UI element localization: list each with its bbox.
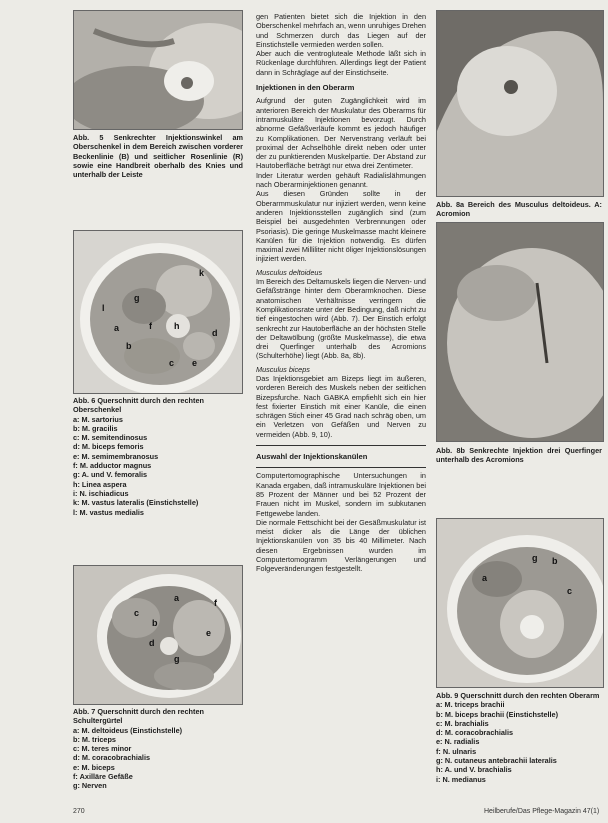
fig6-label-l: l	[102, 303, 105, 313]
fig7-item: g: Nerven	[73, 781, 107, 791]
fig7-label-b: b	[152, 618, 158, 628]
fig9-label-b: b	[552, 556, 558, 566]
body-paragraph: Computertomographische Untersuchungen in Kanada ergaben, daß intramuskuläre Injektionen bei 85 Prozent der Männer und bei 52 Prozent der Frauen nicht im Muskel, sondern im subkutanen Fettgewebe landen.	[256, 471, 426, 518]
fig7-item: c: M. teres minor	[73, 744, 132, 754]
figure-7-caption-head: Abb. 7 Querschnitt durch den rechten Schultergürtel	[73, 707, 204, 726]
fig9-item: a: M. triceps brachii	[436, 700, 505, 710]
fig7-label-a: a	[174, 593, 180, 603]
fig6-item: a: M. sartorius	[73, 414, 123, 424]
fig7-label-d: d	[149, 638, 155, 648]
fig7-item: a: M. deltoideus (Einstichstelle)	[73, 725, 183, 735]
figure-5-illustration	[74, 11, 242, 129]
fig6-item: k: M. vastus lateralis (Einstichstelle)	[73, 498, 199, 508]
section-divider	[256, 445, 426, 446]
fig7-item: f: Axilläre Gefäße	[73, 772, 133, 782]
fig6-item: h: Linea aspera	[73, 479, 127, 489]
section-heading-oberarm: Injektionen in den Oberarm	[256, 83, 355, 93]
fig9-label-g: g	[532, 553, 538, 563]
body-paragraph: Die normale Fettschicht bei der Gesäßmuskulatur ist meist dicker als die Länge der üblichen Injektionskanülen von 35 bis 40 Millimeter. Nach diesen Ergebnissen wurden im Computertomogramm Verlängerungen und Folgeveränderungen festgestellt.	[256, 517, 426, 574]
fig6-label-f: f	[149, 321, 152, 331]
fig6-label-h: h	[174, 321, 180, 331]
figure-9-caption-head: Abb. 9 Querschnitt durch den rechten Oberarm	[436, 691, 600, 700]
fig9-item: i: N. medianus	[436, 774, 486, 784]
body-paragraph: gen Patienten bietet sich die Injektion in den Oberschenkel mehrfach an, wenn unruhiges Drehen und Schmerzen durch das Liegen auf der Einstichstelle vermieden werden sollen.	[256, 12, 426, 49]
fig7-item: b: M. triceps	[73, 734, 116, 744]
figure-8a-photo	[436, 10, 604, 197]
fig7-label-c: c	[134, 608, 140, 618]
subheading-biceps: Musculus biceps	[256, 364, 310, 374]
figure-6-caption-head: Abb. 6 Querschnitt durch den rechten Oberschenkel	[73, 396, 204, 415]
fig9-item: b: M. biceps brachii (Einstichstelle)	[436, 709, 559, 719]
fig7-label-e: e	[206, 628, 212, 638]
fig6-label-d: d	[212, 328, 218, 338]
figure-7-caption-block	[73, 707, 243, 791]
journal-footer: Heilberufe/Das Pflege-Magazin 47(1)	[484, 808, 600, 815]
figure-8b-illustration	[437, 223, 603, 441]
figure-8a-caption-block	[436, 200, 602, 219]
section-divider	[256, 467, 426, 468]
fig6-label-e: e	[192, 358, 198, 368]
figure-5-photo	[73, 10, 243, 130]
body-paragraph: Aber auch die ventrogluteale Methode läßt sich in Rückenlage durchführen. Allerdings liegt der Patient dann in Schräglage auf der Einstichseite.	[256, 49, 426, 77]
fig9-item: c: M. brachialis	[436, 718, 489, 728]
page-number: 270	[73, 808, 85, 815]
figure-9-caption-block	[436, 691, 602, 784]
fig6-label-c: c	[169, 358, 175, 368]
figure-5-caption-block	[73, 133, 243, 179]
fig6-item: g: A. und V. femoralis	[73, 470, 148, 480]
body-paragraph: Inder Literatur werden gehäuft Radialislähmungen nach Oberarminjektionen genannt.	[256, 170, 426, 190]
fig7-item: d: M. coracobrachialis	[73, 753, 151, 763]
fig6-item: i: N. ischiadicus	[73, 488, 129, 498]
figure-7-photo	[73, 565, 243, 705]
fig6-item: e: M. semimembranosus	[73, 451, 159, 461]
fig9-item: g: N. cutaneus antebrachii lateralis	[436, 756, 557, 766]
section-heading-kanuelen: Auswahl der Injektionskanülen	[256, 452, 368, 462]
fig9-item: e: N. radialis	[436, 737, 480, 747]
figure-8a-illustration	[437, 11, 603, 196]
fig6-item: d: M. biceps femoris	[73, 442, 144, 452]
body-paragraph: Das Injektionsgebiet am Bizeps liegt im äußeren, vorderen Bereich des Muskels neben der seitlichen Bizepsfurche. Nach GABKA empfiehlt sich ein hier fest fixierter Einstich mit einer Kanüle, die einen schrägen Stich einer 45 Grad nach schräg oben, um ein Verletzen von Gefäßen und Nerven zu vermeiden (Abb. 9, 10).	[256, 373, 426, 439]
figure-9-photo	[436, 518, 604, 688]
figure-9-crosssection	[437, 519, 603, 687]
fig6-item: f: M. adductor magnus	[73, 461, 152, 471]
fig6-label-k: k	[199, 268, 205, 278]
figure-7-crosssection	[74, 566, 242, 704]
fig9-item: d: M. coracobrachialis	[436, 728, 514, 738]
figure-5-caption: Abb. 5 Senkrechter Injektionswinkel am Oberschenkel in dem Bereich zwischen vorderer Beckenlinie (B) und seitlicher Rosenlinie (R) sowie eine Handbreit oberhalb des Knies und unterhalb der Leiste	[73, 133, 243, 180]
body-paragraph: Aufgrund der guten Zugänglichkeit wird im anterioren Bereich der Muskulatur des Oberarms für intramuskuläre Injektionen bevorzugt. Durch abnorme Gefäßverläufe kommt es jedoch häufiger zu Komplikationen. Der Nervenstrang verläuft bei proximal der Achselhöhle direkt neben oder unter der zu punktierenden Muskelpartie. Der Abstand zur Hautoberfläche beträgt nur etwa drei Zentimeter.	[256, 96, 426, 171]
figure-6-caption-block	[73, 396, 243, 517]
body-paragraph: Im Bereich des Deltamuskels liegen die Nerven- und Gefäßstränge hinter dem Oberarmknochen. Diese anatomischen Verhältnisse verringern die Komplikationsrate unter der Bedingung, daß nicht zu tief eingestochen wird (Abb. 7). Der Einstich erfolgt senkrecht zur Hautoberfläche an der höchsten Stelle der Deltawölbung (größte Muskelmasse), die etwa drei Querfinger unterhalb des Acromions (Schulterhöhe) liegt (Abb. 8a, 8b).	[256, 277, 426, 361]
body-paragraph: Aus diesen Gründen sollte in der Oberarmmuskulatur nur injiziert werden, wenn keine anderen Injektionsstellen zugänglich sind (zum Beispiel bei ausgedehnten Verbrennungen oder Psoriasis). Die geringe Muskelmasse macht kleinere Kanülen für die Injektion notwendig. Es dürfen maximal zwei Milliliter nicht öliger Injektionslösungen injiziert werden.	[256, 189, 426, 264]
figure-8b-caption-block	[436, 446, 602, 465]
fig7-item: e: M. biceps	[73, 762, 115, 772]
fig7-label-f: f	[214, 598, 217, 608]
fig9-label-c: c	[567, 586, 573, 596]
figure-6-crosssection	[74, 231, 242, 393]
fig9-item: f: N. ulnaris	[436, 746, 477, 756]
fig7-label-g: g	[174, 654, 180, 664]
fig6-label-b: b	[126, 341, 132, 351]
figure-8a-caption: Abb. 8a Bereich des Musculus deltoideus. A: Acromion	[436, 200, 602, 219]
fig6-item: c: M. semitendinosus	[73, 433, 148, 443]
middle-column	[256, 12, 426, 574]
fig9-label-a: a	[482, 573, 488, 583]
fig6-label-g: g	[134, 293, 140, 303]
subheading-deltoideus: Musculus deltoideus	[256, 267, 323, 277]
figure-6-photo	[73, 230, 243, 394]
figure-8b-caption: Abb. 8b Senkrechte Injektion drei Querfinger unterhalb des Acromions	[436, 446, 602, 465]
fig6-label-a: a	[114, 323, 120, 333]
fig6-item: l: M. vastus medialis	[73, 507, 144, 517]
figure-8b-photo	[436, 222, 604, 442]
fig9-item: h: A. und V. brachialis	[436, 765, 512, 775]
fig6-item: b: M. gracilis	[73, 423, 118, 433]
